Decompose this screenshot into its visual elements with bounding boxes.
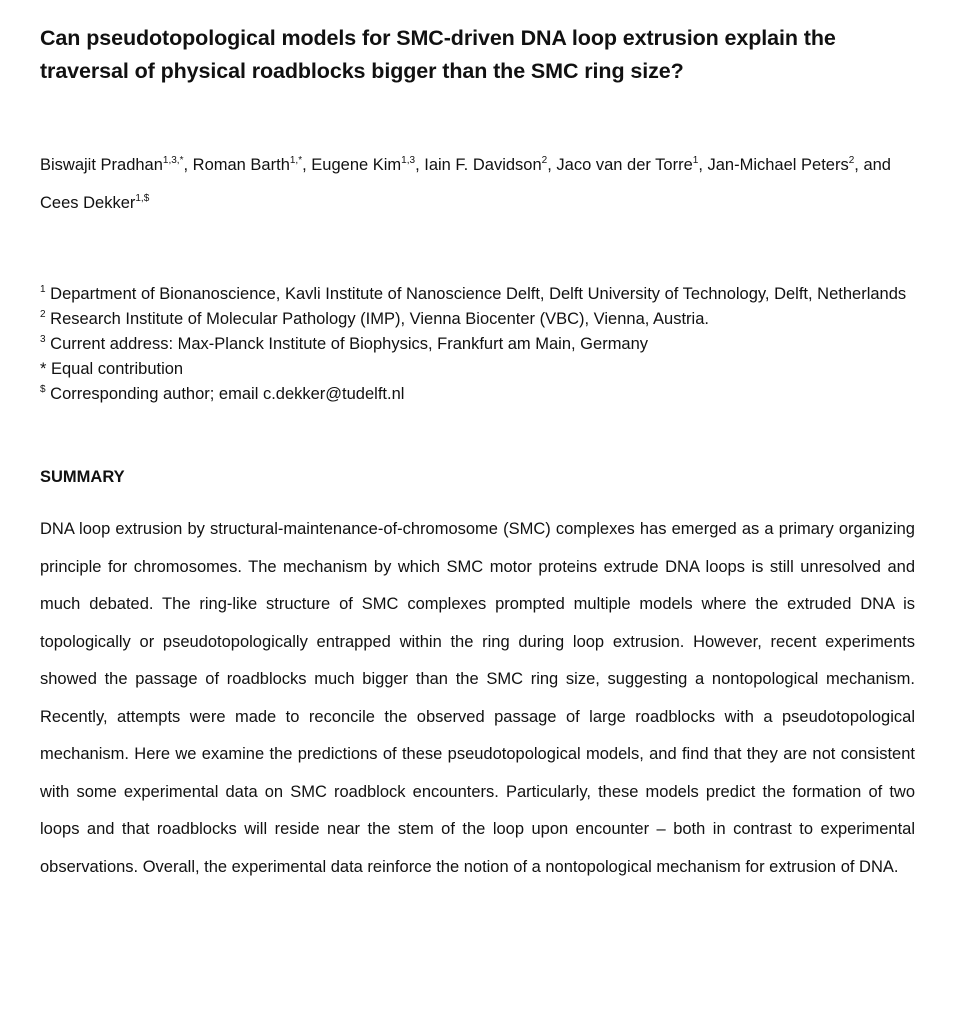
- author-name: Cees Dekker: [40, 194, 136, 212]
- author-separator: ,: [698, 156, 708, 174]
- author-name: Jan-Michael Peters: [707, 156, 849, 174]
- author-separator: ,: [415, 156, 425, 174]
- affiliation-text: Department of Bionanoscience, Kavli Institute of Nanoscience Delft, Delft University of Technology, Delft, Netherlands: [50, 285, 907, 303]
- author-affiliation-mark: 1,*: [289, 154, 303, 166]
- author: [311, 156, 424, 174]
- affiliation-text: Corresponding author; email c.dekker@tudelft.nl: [50, 385, 405, 403]
- author-separator: , and: [854, 156, 891, 174]
- author-name: Iain F. Davidson: [424, 156, 542, 174]
- author-name: Jaco van der Torre: [556, 156, 693, 174]
- author-affiliation-mark: 1: [692, 154, 699, 166]
- author: [707, 156, 891, 174]
- affiliation-text: * Equal contribution: [40, 360, 184, 378]
- affiliation-mark: $: [40, 383, 46, 395]
- paper-page: [40, 22, 915, 903]
- author-name: Biswajit Pradhan: [40, 156, 163, 174]
- author-separator: ,: [302, 156, 312, 174]
- affiliation-mark: 2: [40, 308, 46, 320]
- affiliation-item: [40, 282, 915, 307]
- summary-heading: SUMMARY: [40, 468, 125, 486]
- author-separator: ,: [547, 156, 557, 174]
- corresponding-author-note: [40, 382, 915, 407]
- author-list: [40, 146, 915, 222]
- author-separator: ,: [183, 156, 193, 174]
- author: [556, 156, 707, 174]
- author: [40, 156, 193, 174]
- author: [424, 156, 556, 174]
- author-affiliation-mark: 2: [848, 154, 855, 166]
- paper-title: Can pseudotopological models for SMC-driven DNA loop extrusion explain the traversal of physical roadblocks bigger than the SMC ring size?: [40, 26, 836, 83]
- equal-contribution-note: [40, 357, 915, 382]
- affiliation-list: [40, 282, 915, 407]
- author-name: Roman Barth: [192, 156, 290, 174]
- affiliation-text: Current address: Max-Planck Institute of Biophysics, Frankfurt am Main, Germany: [50, 335, 649, 353]
- author: [193, 156, 312, 174]
- affiliation-item: [40, 332, 915, 357]
- affiliation-text: Research Institute of Molecular Pathology (IMP), Vienna Biocenter (VBC), Vienna, Austria.: [50, 310, 709, 328]
- author-name: Eugene Kim: [311, 156, 402, 174]
- author-affiliation-mark: 2: [541, 154, 548, 166]
- summary-paragraph: DNA loop extrusion by structural-maintenance-of-chromosome (SMC) complexes has emerged as a primary organizing principle for chromosomes. The mechanism by which SMC motor proteins extrude DNA loops is still unresolved and much debated. The ring-like structure of SMC complexes prompted multiple models where the extruded DNA is topologically or pseudotopologically entrapped within the ring during loop extrusion. However, recent experiments showed the passage of roadblocks much bigger than the SMC ring size, suggesting a nontopological mechanism. Recently, attempts were made to reconcile the observed passage of large roadblocks with a pseudotopological mechanism. Here we examine the predictions of these pseudotopological models, and find that they are not consistent with some experimental data on SMC roadblock encounters. Particularly, these models predict the formation of two loops and that roadblocks will reside near the stem of the loop upon encounter – both in contrast to experimental observations. Overall, the experimental data reinforce the notion of a nontopological mechanism for extrusion of DNA.: [40, 520, 915, 876]
- affiliation-mark: 3: [40, 333, 46, 345]
- author-affiliation-mark: 1,$: [135, 192, 150, 204]
- affiliation-item: [40, 307, 915, 332]
- author-affiliation-mark: 1,3: [401, 154, 416, 166]
- affiliation-mark: 1: [40, 283, 46, 295]
- author: [40, 194, 149, 212]
- author-affiliation-mark: 1,3,*: [162, 154, 184, 166]
